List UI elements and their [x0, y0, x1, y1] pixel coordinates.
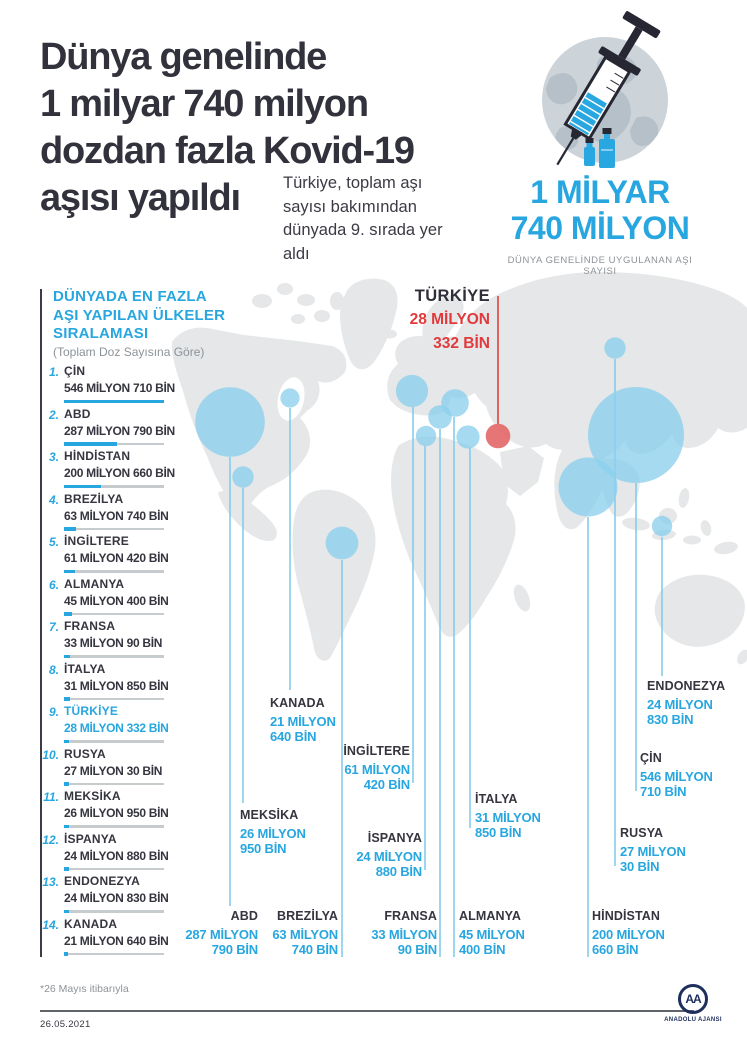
- country-name: İTALYA: [64, 661, 106, 676]
- bubble-almanya: [441, 389, 469, 417]
- value-bar-fill: [64, 400, 164, 404]
- value-bar: [64, 953, 164, 956]
- label-value-1: 61 MİLYON: [344, 761, 410, 777]
- bubble-endonezya: [652, 516, 672, 536]
- country-value: 61 MİLYON 420 BİN: [64, 551, 169, 565]
- value-bar-fill: [64, 740, 69, 744]
- country-value: 33 MİLYON 90 BİN: [64, 636, 163, 650]
- value-bar-fill: [64, 782, 69, 786]
- country-value: 26 MİLYON 950 BİN: [64, 806, 169, 820]
- value-bar: [64, 485, 164, 488]
- label-value-1: 24 MİLYON: [356, 848, 422, 864]
- rank-number: 3.: [48, 450, 59, 464]
- ranking-item-7: [48, 619, 164, 658]
- country-name: KANADA: [64, 916, 118, 931]
- ranking-item-13: [42, 874, 169, 913]
- label-value-1: 546 MİLYON: [640, 768, 713, 784]
- country-name: ENDONEZYA: [64, 874, 141, 888]
- agency-logo-caption: ANADOLU AJANSI: [664, 1017, 722, 1023]
- label-value-2: 710 BİN: [640, 784, 687, 799]
- ranking-item-4: [48, 491, 169, 531]
- label-value-2: 640 BİN: [270, 729, 317, 744]
- publish-date: 26.05.2021: [40, 1019, 91, 1030]
- rank-number: 1.: [48, 365, 59, 379]
- value-bar-fill: [64, 697, 70, 701]
- value-bar: [64, 740, 164, 743]
- ranking-heading-line-2: AŞI YAPILAN ÜLKELER: [53, 306, 226, 324]
- value-bar-fill: [64, 910, 69, 914]
- ranking-heading-line-1: DÜNYADA EN FAZLA: [53, 288, 207, 305]
- rank-number: 10.: [42, 747, 59, 762]
- turkey-callout-value-2: 332 BİN: [433, 334, 490, 352]
- aa-monogram-icon: AA: [678, 984, 708, 1014]
- label-country: ENDONEZYA: [647, 679, 726, 693]
- country-value: 546 MİLYON 710 BİN: [64, 381, 175, 395]
- label-country: RUSYA: [620, 826, 664, 840]
- value-bar-fill: [64, 570, 75, 574]
- label-country: İSPANYA: [367, 831, 422, 845]
- label-country: KANADA: [270, 696, 325, 710]
- country-value: 31 MİLYON 850 BİN: [64, 678, 169, 693]
- label-country: HİNDİSTAN: [592, 909, 661, 923]
- globe-syringe-icon: [500, 8, 712, 186]
- value-bar: [64, 570, 164, 573]
- label-value-2: 880 BİN: [375, 864, 422, 879]
- bubble-ispanya: [416, 426, 436, 446]
- bubble-meksika: [232, 466, 253, 487]
- total-line-1: 1 MİLYAR: [530, 174, 670, 210]
- country-value: 200 MİLYON 660 BİN: [64, 466, 175, 480]
- bubble-rusya: [604, 337, 625, 358]
- label-country: MEKSİKA: [240, 808, 299, 822]
- label-country: ABD: [230, 909, 258, 923]
- value-bar-fill: [64, 442, 117, 446]
- rank-number: 9.: [48, 705, 59, 719]
- footnote: *26 Mayıs itibarıyla: [40, 983, 129, 995]
- country-name: RUSYA: [64, 746, 106, 761]
- ranking-item-3: [48, 449, 175, 488]
- country-name: ABD: [64, 406, 91, 421]
- country-value: 63 MİLYON 740 BİN: [64, 508, 169, 523]
- ranking-item-8: [48, 661, 169, 701]
- value-bar: [64, 613, 164, 616]
- label-value-2: 790 BİN: [211, 942, 258, 957]
- bubble-brezilya: [326, 527, 359, 560]
- bubble-hindistan: [559, 458, 618, 517]
- country-name: İSPANYA: [64, 831, 117, 846]
- label-value-2: 660 BİN: [592, 942, 639, 957]
- label-value-2: 740 BİN: [291, 942, 338, 957]
- label-value-1: 21 MİLYON: [270, 713, 336, 729]
- value-bar: [64, 443, 164, 446]
- bubble-ingiltere: [396, 375, 428, 407]
- ranking-item-14: [42, 916, 169, 956]
- total-line-2: 740 MİLYON: [510, 210, 690, 246]
- label-value-2: 400 BİN: [459, 942, 506, 957]
- ranking-item-11: [43, 789, 169, 828]
- label-value-2: 950 BİN: [240, 841, 287, 856]
- ranking-subheading: (Toplam Doz Sayısına Göre): [53, 345, 205, 359]
- label-country: BREZİLYA: [276, 909, 338, 923]
- label-country: ÇİN: [640, 751, 662, 765]
- label-value-1: 26 MİLYON: [240, 825, 306, 841]
- value-bar: [64, 400, 164, 403]
- value-bar-fill: [64, 485, 101, 489]
- turkey-callout: [410, 287, 490, 353]
- title-line-3: dozdan fazla Kovid-19: [40, 130, 414, 172]
- label-value-2: 850 BİN: [475, 825, 522, 840]
- ranking-item-2: [48, 406, 175, 446]
- value-bar-fill: [64, 612, 72, 616]
- ranking-item-10: [42, 746, 164, 786]
- country-name: İNGİLTERE: [64, 534, 129, 548]
- value-bar: [64, 698, 164, 701]
- country-value: 24 MİLYON 880 BİN: [64, 848, 169, 863]
- value-bar-fill: [64, 527, 76, 531]
- rank-number: 6.: [48, 577, 59, 592]
- country-value: 28 MİLYON 332 BİN: [64, 721, 169, 735]
- value-bar-fill: [64, 825, 69, 829]
- label-country: FRANSA: [384, 909, 437, 923]
- total-badge: [490, 174, 710, 277]
- ranking-heading-line-3: SIRALAMASI: [53, 325, 149, 342]
- agency-logo: [662, 984, 724, 1023]
- label-value-1: 24 MİLYON: [647, 696, 713, 712]
- value-bar-fill: [64, 655, 70, 659]
- label-value-1: 33 MİLYON: [371, 926, 437, 942]
- label-value-1: 27 MİLYON: [620, 843, 686, 859]
- value-bar: [64, 825, 164, 828]
- label-value-2: 90 BİN: [397, 942, 437, 957]
- turkey-callout-country: TÜRKİYE: [414, 287, 490, 305]
- turkey-callout-value-1: 28 MİLYON: [409, 311, 490, 328]
- bubble-abd: [195, 387, 265, 457]
- label-value-2: 420 BİN: [363, 777, 410, 792]
- title-line-2: 1 milyar 740 milyon: [40, 83, 368, 125]
- country-name: ALMANYA: [64, 576, 125, 591]
- ranking-item-1: [48, 364, 175, 403]
- page-subtitle: Türkiye, toplam aşı sayısı bakımından dünyada 9. sırada yer aldı: [283, 174, 443, 263]
- rank-number: 4.: [48, 492, 59, 507]
- label-value-1: 31 MİLYON: [475, 809, 541, 825]
- title-line-1: Dünya genelinde: [40, 36, 327, 78]
- label-value-2: 30 BİN: [620, 859, 660, 874]
- footer-divider: [40, 1010, 694, 1012]
- ranking-item-9: [48, 704, 169, 743]
- value-bar: [64, 868, 164, 871]
- rank-number: 12.: [42, 832, 59, 847]
- bubble-turkiye: [486, 424, 511, 449]
- rank-number: 14.: [42, 917, 59, 932]
- country-value: 287 MİLYON 790 BİN: [64, 423, 175, 438]
- ranking-item-12: [42, 831, 169, 871]
- label-country: İTALYA: [475, 792, 518, 806]
- label-country: İNGİLTERE: [343, 744, 410, 758]
- country-value: 45 MİLYON 400 BİN: [64, 593, 169, 608]
- country-name: TÜRKİYE: [64, 704, 119, 718]
- value-bar-fill: [64, 952, 68, 956]
- value-bar: [64, 910, 164, 913]
- rank-number: 5.: [48, 535, 59, 549]
- value-bar: [64, 528, 164, 531]
- rank-number: 2.: [48, 407, 59, 422]
- label-value-1: 63 MİLYON: [272, 926, 338, 942]
- rank-number: 11.: [43, 790, 59, 804]
- country-value: 21 MİLYON 640 BİN: [64, 933, 169, 948]
- value-bar: [64, 783, 164, 786]
- bubble-kanada: [280, 388, 299, 407]
- label-value-1: 200 MİLYON: [592, 926, 665, 942]
- rank-number: 8.: [48, 662, 59, 677]
- rank-number: 13.: [42, 875, 59, 889]
- ranking-item-6: [48, 576, 169, 616]
- value-bar-fill: [64, 867, 69, 871]
- country-value: 27 MİLYON 30 BİN: [64, 763, 163, 778]
- country-name: BREZİLYA: [64, 491, 124, 506]
- country-value: 24 MİLYON 830 BİN: [64, 891, 169, 905]
- label-country: ALMANYA: [459, 909, 522, 923]
- ranking-item-5: [48, 534, 169, 573]
- country-name: ÇİN: [64, 364, 86, 378]
- label-value-1: 45 MİLYON: [459, 926, 525, 942]
- country-name: MEKSİKA: [64, 789, 121, 803]
- rank-number: 7.: [48, 620, 59, 634]
- total-caption: DÜNYA GENELİNDE UYGULANAN AŞI SAYISI: [507, 255, 693, 277]
- value-bar: [64, 655, 164, 658]
- country-name: FRANSA: [64, 619, 116, 633]
- country-name: HİNDİSTAN: [64, 449, 131, 463]
- bubble-italya: [456, 425, 479, 448]
- title-line-4: aşısı yapıldı: [40, 177, 240, 219]
- label-value-1: 287 MİLYON: [185, 926, 258, 942]
- ranking-heading: [53, 288, 225, 344]
- label-value-2: 830 BİN: [647, 712, 694, 727]
